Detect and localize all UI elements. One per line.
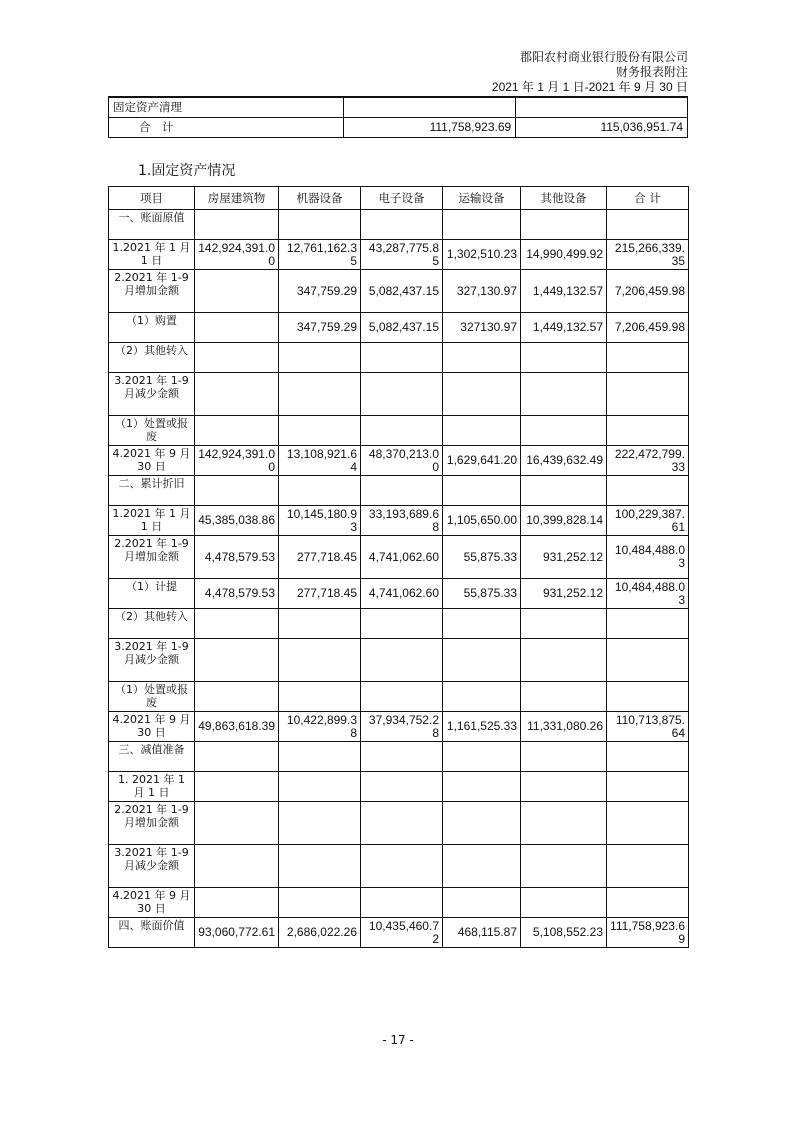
table-cell: [279, 742, 361, 772]
table-cell: [279, 416, 361, 446]
table-row: [109, 712, 689, 742]
table-cell: 10,484,488.03: [607, 579, 689, 609]
table-cell: 33,193,689.68: [361, 506, 443, 536]
table-cell: [607, 639, 689, 682]
table-cell: [195, 682, 279, 712]
table-cell: 1,105,650.00: [443, 506, 521, 536]
table-cell: 1,449,132.57: [521, 270, 607, 313]
table-cell: [279, 639, 361, 682]
table-cell: 2,686,022.26: [279, 918, 361, 948]
table-cell: 142,924,391.00: [195, 446, 279, 476]
table-cell: [195, 210, 279, 240]
table-cell: [195, 476, 279, 506]
table-cell: [195, 639, 279, 682]
table-row: [109, 373, 689, 416]
table-cell: [279, 772, 361, 802]
table-cell: [361, 210, 443, 240]
table-cell: 7,206,459.98: [607, 313, 689, 343]
table-cell: 1,161,525.33: [443, 712, 521, 742]
table-cell: [607, 609, 689, 639]
table-cell: 931,252.12: [521, 536, 607, 579]
table-cell: 14,990,499.92: [521, 240, 607, 270]
table-cell: 5,108,552.23: [521, 918, 607, 948]
table-cell: [443, 343, 521, 373]
row-label: 4.2021 年 9 月 30 日: [109, 712, 195, 742]
table-cell: 49,863,618.39: [195, 712, 279, 742]
table-cell: 277,718.45: [279, 579, 361, 609]
table-cell: [607, 476, 689, 506]
section-title: 1.固定资产情况: [138, 163, 236, 179]
table-row: [109, 506, 689, 536]
table-cell: [607, 888, 689, 918]
row-label: （1）购置: [109, 313, 195, 343]
row-label: （2）其他转入: [109, 343, 195, 373]
table-row: [109, 918, 689, 948]
table-row: [109, 609, 689, 639]
table-cell: [195, 270, 279, 313]
row-label: （2）其他转入: [109, 609, 195, 639]
table-cell: [443, 476, 521, 506]
table-cell: [443, 210, 521, 240]
table-cell: 10,399,828.14: [521, 506, 607, 536]
table-cell: 1,629,641.20: [443, 446, 521, 476]
table-cell: [361, 845, 443, 888]
summary-value: 115,036,951.74: [516, 118, 688, 138]
table-cell: [195, 373, 279, 416]
table-cell: [443, 802, 521, 845]
table-cell: [443, 888, 521, 918]
table-row: [109, 772, 689, 802]
table-header-row: [109, 187, 689, 210]
table-cell: 43,287,775.85: [361, 240, 443, 270]
summary-table: [108, 97, 688, 138]
table-row: [109, 476, 689, 506]
table-cell: 100,229,387.61: [607, 506, 689, 536]
table-cell: [521, 742, 607, 772]
table-cell: [521, 210, 607, 240]
table-cell: 327130.97: [443, 313, 521, 343]
table-cell: [361, 742, 443, 772]
table-cell: [521, 639, 607, 682]
table-cell: [195, 845, 279, 888]
table-cell: [361, 772, 443, 802]
table-cell: [195, 802, 279, 845]
fixed-assets-table: [108, 186, 689, 948]
table-row: [109, 446, 689, 476]
row-label: （1）处置或报废: [109, 416, 195, 446]
row-label: 3.2021 年 1-9 月减少金额: [109, 845, 195, 888]
summary-value: [516, 98, 688, 118]
summary-label: 合 计: [109, 118, 344, 138]
table-cell: [361, 888, 443, 918]
table-cell: 10,422,899.38: [279, 712, 361, 742]
col-header: 房屋建筑物: [195, 187, 279, 210]
table-row: [109, 416, 689, 446]
table-cell: 4,478,579.53: [195, 579, 279, 609]
table-cell: 45,385,038.86: [195, 506, 279, 536]
table-cell: [279, 609, 361, 639]
table-row: [109, 270, 689, 313]
row-label: 4.2021 年 9 月 30 日: [109, 888, 195, 918]
row-label: 1. 2021 年 1 月 1 日: [109, 772, 195, 802]
table-cell: 327,130.97: [443, 270, 521, 313]
table-cell: [195, 343, 279, 373]
table-cell: [361, 609, 443, 639]
table-cell: [521, 802, 607, 845]
table-row: [109, 742, 689, 772]
table-cell: 48,370,213.00: [361, 446, 443, 476]
company-name: 郡阳农村商业银行股份有限公司: [519, 50, 688, 64]
col-header: 机器设备: [279, 187, 361, 210]
table-cell: [361, 416, 443, 446]
table-cell: [195, 742, 279, 772]
table-cell: [521, 416, 607, 446]
table-cell: 4,741,062.60: [361, 536, 443, 579]
table-cell: [607, 802, 689, 845]
row-label: 2.2021 年 1-9 月增加金额: [109, 270, 195, 313]
table-cell: [443, 742, 521, 772]
table-cell: [279, 210, 361, 240]
table-cell: [279, 476, 361, 506]
table-cell: [521, 373, 607, 416]
row-label: 一、账面原值: [109, 210, 195, 240]
table-row: [109, 343, 689, 373]
table-cell: [361, 476, 443, 506]
table-cell: 347,759.29: [279, 270, 361, 313]
table-cell: 93,060,772.61: [195, 918, 279, 948]
table-cell: 37,934,752.28: [361, 712, 443, 742]
table-cell: 4,741,062.60: [361, 579, 443, 609]
table-cell: [195, 416, 279, 446]
row-label: 四、账面价值: [109, 918, 195, 948]
row-label: 2.2021 年 1-9 月增加金额: [109, 536, 195, 579]
table-cell: 4,478,579.53: [195, 536, 279, 579]
col-header: 合 计: [607, 187, 689, 210]
table-cell: 13,108,921.64: [279, 446, 361, 476]
table-cell: [361, 639, 443, 682]
table-cell: [443, 772, 521, 802]
table-cell: [279, 373, 361, 416]
table-cell: [195, 609, 279, 639]
table-cell: [279, 845, 361, 888]
table-cell: 277,718.45: [279, 536, 361, 579]
table-cell: [361, 343, 443, 373]
table-cell: 111,758,923.69: [607, 918, 689, 948]
row-label: 3.2021 年 1-9 月减少金额: [109, 639, 195, 682]
row-label: 4.2021 年 9 月 30 日: [109, 446, 195, 476]
table-cell: [361, 373, 443, 416]
summary-row: [109, 118, 688, 138]
table-cell: [607, 416, 689, 446]
table-cell: [195, 888, 279, 918]
table-row: [109, 240, 689, 270]
table-cell: [443, 639, 521, 682]
table-cell: [443, 682, 521, 712]
table-cell: 5,082,437.15: [361, 270, 443, 313]
table-cell: [521, 888, 607, 918]
summary-value: [344, 98, 516, 118]
report-period: 2021 年 1 月 1 日-2021 年 9 月 30 日: [491, 80, 688, 94]
col-header: 运输设备: [443, 187, 521, 210]
table-cell: 468,115.87: [443, 918, 521, 948]
table-cell: [195, 313, 279, 343]
table-cell: 5,082,437.15: [361, 313, 443, 343]
row-label: 二、累计折旧: [109, 476, 195, 506]
table-cell: [279, 802, 361, 845]
table-row: [109, 845, 689, 888]
table-cell: 931,252.12: [521, 579, 607, 609]
table-cell: [443, 416, 521, 446]
table-cell: 55,875.33: [443, 579, 521, 609]
table-row: [109, 639, 689, 682]
table-cell: [279, 888, 361, 918]
table-cell: [521, 772, 607, 802]
table-cell: [607, 373, 689, 416]
row-label: 3.2021 年 1-9 月减少金额: [109, 373, 195, 416]
table-cell: [521, 476, 607, 506]
row-label: 1.2021 年 1 月 1 日: [109, 240, 195, 270]
table-row: [109, 313, 689, 343]
table-cell: 110,713,875.64: [607, 712, 689, 742]
table-cell: [607, 343, 689, 373]
table-cell: [607, 772, 689, 802]
table-cell: [521, 845, 607, 888]
table-cell: 55,875.33: [443, 536, 521, 579]
table-row: [109, 682, 689, 712]
table-cell: 1,449,132.57: [521, 313, 607, 343]
summary-label: 固定资产清理: [109, 98, 344, 118]
table-cell: 1,302,510.23: [443, 240, 521, 270]
table-cell: 10,435,460.72: [361, 918, 443, 948]
table-cell: [361, 802, 443, 845]
table-cell: [607, 210, 689, 240]
table-row: [109, 579, 689, 609]
table-cell: 7,206,459.98: [607, 270, 689, 313]
table-cell: 11,331,080.26: [521, 712, 607, 742]
table-cell: [521, 682, 607, 712]
row-label: 1.2021 年 1 月 1 日: [109, 506, 195, 536]
row-label: （1）计提: [109, 579, 195, 609]
table-cell: [443, 845, 521, 888]
table-row: [109, 536, 689, 579]
table-cell: [443, 373, 521, 416]
col-header: 项目: [109, 187, 195, 210]
row-label: 2.2021 年 1-9 月增加金额: [109, 802, 195, 845]
table-cell: [521, 609, 607, 639]
table-row: [109, 802, 689, 845]
table-cell: 347,759.29: [279, 313, 361, 343]
table-cell: 10,145,180.93: [279, 506, 361, 536]
row-label: 三、减值准备: [109, 742, 195, 772]
table-cell: 142,924,391.00: [195, 240, 279, 270]
table-cell: [443, 609, 521, 639]
table-cell: [361, 682, 443, 712]
table-cell: 16,439,632.49: [521, 446, 607, 476]
summary-row: [109, 98, 688, 118]
page-number: - 17 -: [382, 1033, 414, 1047]
summary-value: 111,758,923.69: [344, 118, 516, 138]
table-cell: [607, 742, 689, 772]
table-cell: [607, 682, 689, 712]
table-cell: [279, 682, 361, 712]
table-row: [109, 888, 689, 918]
page-header: [492, 50, 688, 95]
report-title: 财务报表附注: [615, 65, 688, 79]
row-label: （1）处置或报废: [109, 682, 195, 712]
col-header: 电子设备: [361, 187, 443, 210]
table-cell: 215,266,339.35: [607, 240, 689, 270]
table-cell: 12,761,162.35: [279, 240, 361, 270]
table-cell: [607, 845, 689, 888]
table-row: [109, 210, 689, 240]
col-header: 其他设备: [521, 187, 607, 210]
table-cell: 10,484,488.03: [607, 536, 689, 579]
table-cell: [195, 772, 279, 802]
table-cell: [279, 343, 361, 373]
table-cell: [521, 343, 607, 373]
table-cell: 222,472,799.33: [607, 446, 689, 476]
